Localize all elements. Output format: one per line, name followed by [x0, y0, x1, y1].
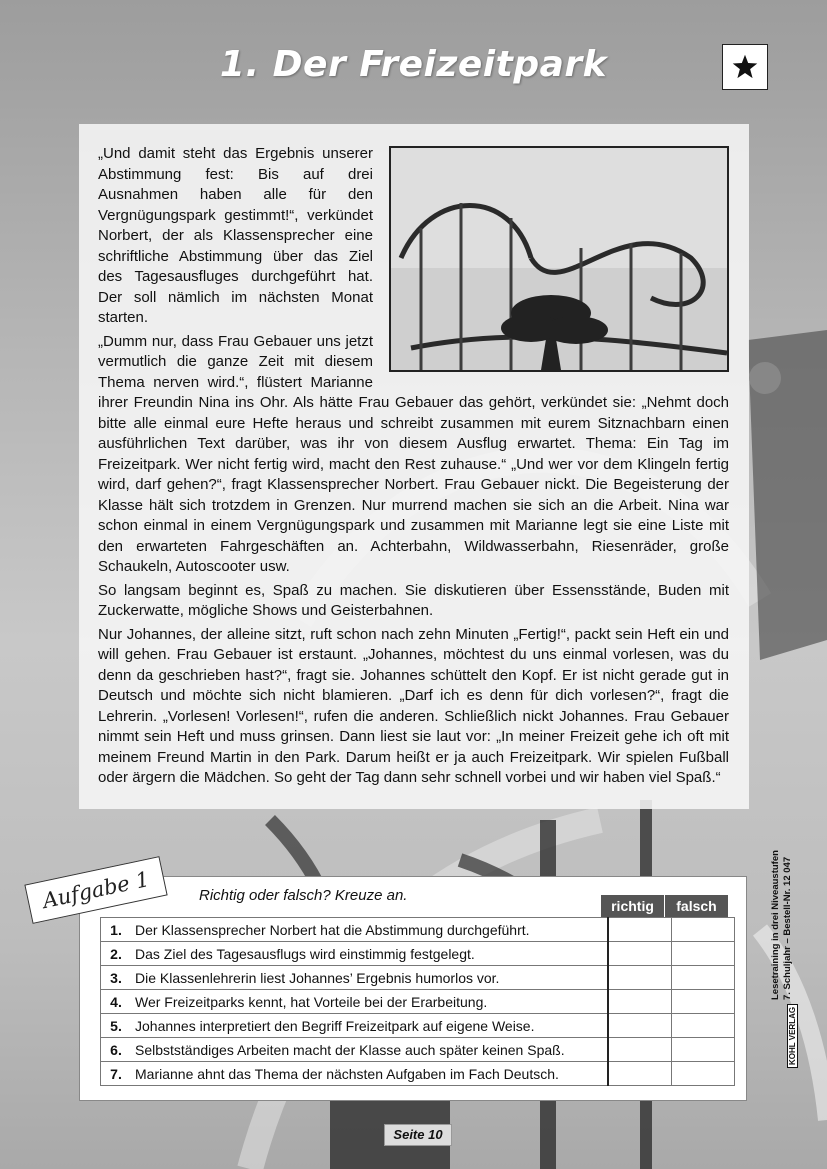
statement-number: 1. — [101, 918, 132, 942]
series-line-2: 7. Schuljahr – Bestell-Nr. 12 047 — [781, 856, 793, 1000]
roller-coaster-photo — [389, 146, 729, 372]
statement-number: 6. — [101, 1038, 132, 1062]
story-panel — [79, 124, 749, 809]
task-label: Aufgabe 1 — [24, 856, 167, 924]
falsch-checkbox[interactable] — [672, 1038, 735, 1062]
column-header-richtig: richtig — [601, 895, 664, 917]
table-row — [101, 1014, 735, 1038]
statement-number: 3. — [101, 966, 132, 990]
statement-text: Selbstständiges Arbeiten macht der Klasse auch später keinen Spaß. — [131, 1038, 608, 1062]
statement-text: Das Ziel des Tagesausflugs wird einstimmig festgelegt. — [131, 942, 608, 966]
table-row — [101, 1062, 735, 1086]
page-number: Seite 10 — [384, 1124, 452, 1146]
publisher-logo: KOHL VERLAG — [787, 1004, 798, 1068]
story-paragraph: „Dumm nur, dass Frau Gebauer uns jetzt vermutlich die ganze Zeit mit diesem Thema nerven wird.“, flüstert Marianne ihrer Freundin Nina ins Ohr. Als hätte Frau Gebauer das gehört, verkündet sie: „Nehmt doch bitte alle einmal eure Hefte heraus und schreibt zusammen mit eurem Sitznachbarn einen ausführlichen Text darüber, was ihr von diesem Ausflug erwartet. Thema: Ein Tag im Freizeitpark. Wer nicht fertig wird, macht den Rest zuhause.“ „Und wer vor dem Klingeln fertig wird, darf gehen?“, fragt Klassensprecher Norbert. Frau Gebauer nickt. Die Begeisterung der Klasse hält sich trotzdem in Grenzen. Nur murrend machen sie sich an die Arbeit. Nina war schon einmal in einem Vergnügungspark und zusammen mit Marianne legt sie eine Liste mit den erwarteten Fahrgeschäften an. Achterbahn, Wildwasserbahn, Riesenräder, große Schaukeln, Autoscooter usw. — [98, 332, 729, 575]
table-row — [101, 1038, 735, 1062]
difficulty-badge — [722, 44, 768, 90]
statement-text: Die Klassenlehrerin liest Johannes’ Ergebnis humorlos vor. — [131, 966, 608, 990]
richtig-checkbox[interactable] — [608, 1062, 672, 1086]
story-paragraph: Nur Johannes, der alleine sitzt, ruft schon nach zehn Minuten „Fertig!“, packt sein Heft ein und will gehen. Frau Gebauer ist erstaunt. „Johannes, möchtest du uns einmal vorlesen, was du denn da geschrieben hast?“, fragt sie. Johannes schüttelt den Kopf. Er ist nicht gerade gut in Deutsch und möchte sich nicht blamieren. „Darf ich es denn für dich vorlesen?“, fragt die Lehrerin. „Vorlesen! Vorlesen!“, rufen die anderen. Schließlich nickt Johannes. Frau Gebauer nimmt sein Heft und muss grinsen. Dann liest sie laut vor: „In meiner Freizeit gehe ich oft mit meinem Freund Martin in den Park. Darum heißt er ja auch Freizeitpark. Wir spielen Fußball oder ärgern die Mädchen. So geht der Tag dann sehr schnell vorbei und wir haben viel Spaß.“ — [98, 625, 729, 786]
richtig-checkbox[interactable] — [608, 966, 672, 990]
statement-text: Der Klassensprecher Norbert hat die Abstimmung durchgeführt. — [131, 918, 608, 942]
star-icon — [731, 53, 759, 81]
statement-number: 7. — [101, 1062, 132, 1086]
page-title: 1. Der Freizeitpark — [219, 44, 608, 85]
table-row — [101, 990, 735, 1014]
table-row — [101, 966, 735, 990]
richtig-checkbox[interactable] — [608, 990, 672, 1014]
column-header-falsch: falsch — [665, 895, 728, 917]
falsch-checkbox[interactable] — [672, 1062, 735, 1086]
falsch-checkbox[interactable] — [672, 1014, 735, 1038]
richtig-checkbox[interactable] — [608, 1038, 672, 1062]
story-paragraph: „Und damit steht das Ergebnis unserer Abstimmung fest: Bis auf drei Ausnahmen haben alle für den Vergnügungspark gestimmt!“, verkündet Norbert, der als Klassensprecher eine schriftliche Abstimmung über das Ziel des Tagesausfluges durchgeführt hat. Der soll nämlich im nächsten Monat starten. — [98, 145, 373, 326]
falsch-checkbox[interactable] — [672, 966, 735, 990]
statement-text: Marianne ahnt das Thema der nächsten Aufgaben im Fach Deutsch. — [131, 1062, 608, 1086]
statement-number: 5. — [101, 1014, 132, 1038]
statement-text: Johannes interpretiert den Begriff Freizeitpark auf eigene Weise. — [131, 1014, 608, 1038]
true-false-table — [100, 917, 735, 1086]
richtig-checkbox[interactable] — [608, 918, 672, 942]
falsch-checkbox[interactable] — [672, 990, 735, 1014]
richtig-checkbox[interactable] — [608, 942, 672, 966]
statement-number: 4. — [101, 990, 132, 1014]
series-line-1: Lesetraining in drei Niveaustufen — [770, 850, 781, 1000]
statement-number: 2. — [101, 942, 132, 966]
falsch-checkbox[interactable] — [672, 942, 735, 966]
falsch-checkbox[interactable] — [672, 918, 735, 942]
series-info — [770, 850, 793, 1000]
task-instruction: Richtig oder falsch? Kreuze an. — [199, 887, 408, 904]
table-row — [101, 942, 735, 966]
statement-text: Wer Freizeitparks kennt, hat Vorteile bei der Erarbeitung. — [131, 990, 608, 1014]
richtig-checkbox[interactable] — [608, 1014, 672, 1038]
table-row — [101, 918, 735, 942]
story-paragraph: So langsam beginnt es, Spaß zu machen. Sie diskutieren über Essensstände, Buden mit Zuckerwatte, mögliche Shows und Geisterbahnen. — [98, 581, 729, 619]
